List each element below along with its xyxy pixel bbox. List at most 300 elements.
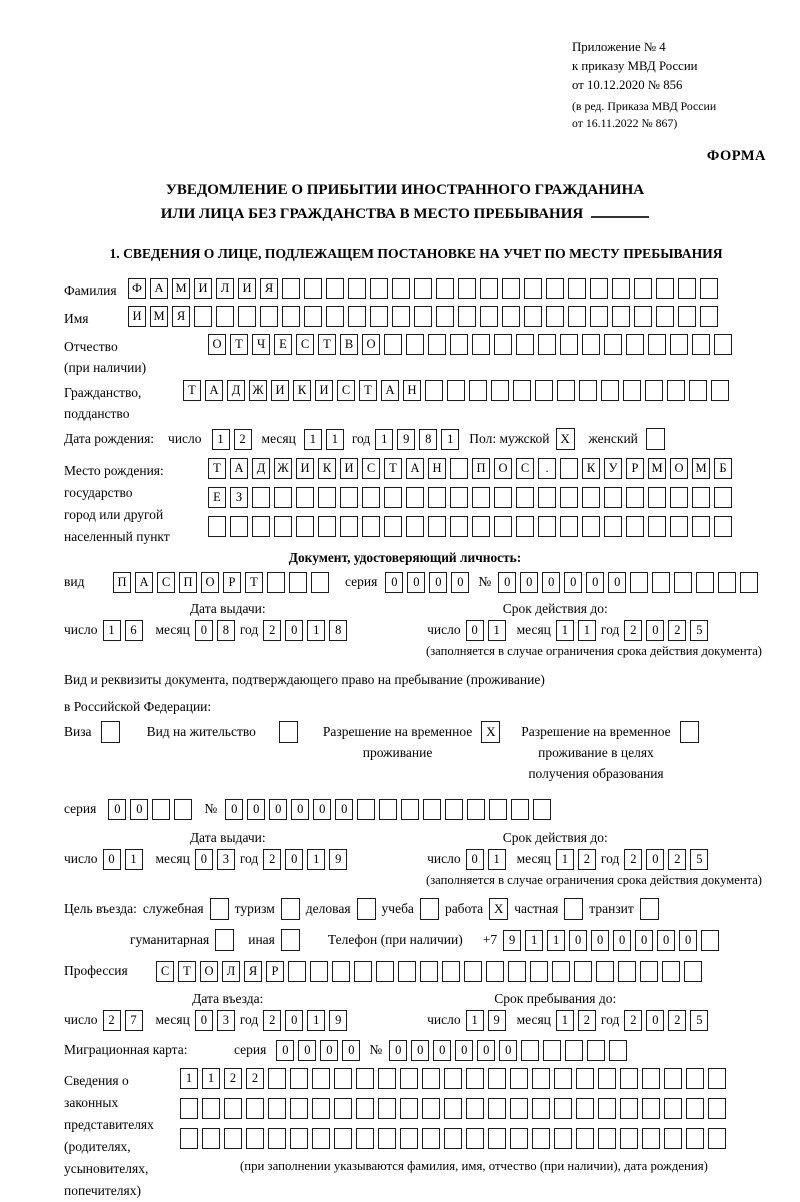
char-cell[interactable]: [274, 487, 292, 508]
char-cell[interactable]: [554, 1128, 572, 1149]
purpose-study-checkbox[interactable]: [420, 898, 439, 920]
char-cell[interactable]: М: [648, 458, 666, 479]
char-cell[interactable]: [686, 1098, 704, 1119]
char-cell[interactable]: [560, 516, 578, 537]
char-cell[interactable]: Я: [260, 278, 278, 299]
char-cell[interactable]: [524, 306, 542, 327]
char-cell[interactable]: 0: [679, 930, 697, 951]
char-cell[interactable]: [444, 1098, 462, 1119]
char-cell[interactable]: [442, 961, 460, 982]
char-cell[interactable]: [714, 487, 732, 508]
char-cell[interactable]: 0: [389, 1040, 407, 1061]
char-cell[interactable]: [714, 516, 732, 537]
char-cell[interactable]: Л: [216, 278, 234, 299]
char-cell[interactable]: 0: [591, 930, 609, 951]
char-cell[interactable]: [450, 334, 468, 355]
char-cell[interactable]: [684, 961, 702, 982]
char-cell[interactable]: [356, 1128, 374, 1149]
residence-permit-checkbox[interactable]: [279, 721, 298, 743]
char-cell[interactable]: [488, 1068, 506, 1089]
char-cell[interactable]: [340, 487, 358, 508]
char-cell[interactable]: П: [472, 458, 490, 479]
char-cell[interactable]: [620, 1068, 638, 1089]
char-cell[interactable]: 0: [285, 1010, 303, 1031]
char-cell[interactable]: 2: [578, 849, 596, 870]
char-cell[interactable]: О: [208, 334, 226, 355]
char-cell[interactable]: Б: [714, 458, 732, 479]
char-cell[interactable]: [686, 1068, 704, 1089]
char-cell[interactable]: 2: [668, 1010, 686, 1031]
char-cell[interactable]: Т: [359, 380, 377, 401]
char-cell[interactable]: 1: [488, 849, 506, 870]
char-cell[interactable]: [357, 799, 375, 820]
char-cell[interactable]: 0: [411, 1040, 429, 1061]
char-cell[interactable]: [598, 1068, 616, 1089]
char-cell[interactable]: Д: [227, 380, 245, 401]
char-cell[interactable]: [513, 380, 531, 401]
char-cell[interactable]: 2: [668, 849, 686, 870]
char-cell[interactable]: Д: [252, 458, 270, 479]
char-cell[interactable]: 0: [466, 620, 484, 641]
char-cell[interactable]: [486, 961, 504, 982]
char-cell[interactable]: [425, 380, 443, 401]
char-cell[interactable]: 0: [195, 849, 213, 870]
char-cell[interactable]: [268, 1128, 286, 1149]
char-cell[interactable]: [708, 1098, 726, 1119]
char-cell[interactable]: Т: [208, 458, 226, 479]
char-cell[interactable]: [670, 334, 688, 355]
char-cell[interactable]: [326, 278, 344, 299]
char-cell[interactable]: 1: [307, 1010, 325, 1031]
char-cell[interactable]: П: [179, 572, 197, 593]
char-cell[interactable]: [508, 961, 526, 982]
char-cell[interactable]: 9: [397, 429, 415, 450]
char-cell[interactable]: 1: [375, 429, 393, 450]
char-cell[interactable]: [378, 1098, 396, 1119]
char-cell[interactable]: А: [230, 458, 248, 479]
char-cell[interactable]: [568, 278, 586, 299]
char-cell[interactable]: [510, 1068, 528, 1089]
char-cell[interactable]: И: [340, 458, 358, 479]
char-cell[interactable]: [354, 961, 372, 982]
char-cell[interactable]: [310, 961, 328, 982]
char-cell[interactable]: [604, 487, 622, 508]
char-cell[interactable]: [560, 334, 578, 355]
char-cell[interactable]: И: [296, 458, 314, 479]
char-cell[interactable]: [458, 278, 476, 299]
char-cell[interactable]: [601, 380, 619, 401]
char-cell[interactable]: [370, 306, 388, 327]
char-cell[interactable]: К: [318, 458, 336, 479]
char-cell[interactable]: [656, 306, 674, 327]
char-cell[interactable]: [546, 306, 564, 327]
char-cell[interactable]: [348, 306, 366, 327]
char-cell[interactable]: [334, 1128, 352, 1149]
char-cell[interactable]: [312, 1068, 330, 1089]
char-cell[interactable]: [642, 1128, 660, 1149]
char-cell[interactable]: [180, 1128, 198, 1149]
char-cell[interactable]: [538, 516, 556, 537]
purpose-private-checkbox[interactable]: [564, 898, 583, 920]
char-cell[interactable]: Е: [208, 487, 226, 508]
char-cell[interactable]: С: [516, 458, 534, 479]
char-cell[interactable]: [194, 306, 212, 327]
purpose-work-checkbox[interactable]: X: [489, 898, 508, 920]
char-cell[interactable]: 3: [217, 1010, 235, 1031]
char-cell[interactable]: [590, 306, 608, 327]
char-cell[interactable]: [574, 961, 592, 982]
char-cell[interactable]: [246, 1098, 264, 1119]
char-cell[interactable]: [466, 1128, 484, 1149]
char-cell[interactable]: 5: [690, 1010, 708, 1031]
char-cell[interactable]: [356, 1068, 374, 1089]
char-cell[interactable]: 0: [407, 572, 425, 593]
char-cell[interactable]: 0: [103, 849, 121, 870]
char-cell[interactable]: [678, 278, 696, 299]
char-cell[interactable]: [664, 1128, 682, 1149]
char-cell[interactable]: [414, 278, 432, 299]
char-cell[interactable]: 1: [307, 620, 325, 641]
char-cell[interactable]: [502, 278, 520, 299]
char-cell[interactable]: [609, 1040, 627, 1061]
char-cell[interactable]: [604, 516, 622, 537]
char-cell[interactable]: [224, 1098, 242, 1119]
char-cell[interactable]: [384, 487, 402, 508]
char-cell[interactable]: Л: [222, 961, 240, 982]
char-cell[interactable]: [469, 380, 487, 401]
char-cell[interactable]: [535, 380, 553, 401]
char-cell[interactable]: [376, 961, 394, 982]
char-cell[interactable]: Т: [245, 572, 263, 593]
char-cell[interactable]: [598, 1128, 616, 1149]
char-cell[interactable]: [392, 306, 410, 327]
char-cell[interactable]: [422, 1128, 440, 1149]
char-cell[interactable]: К: [293, 380, 311, 401]
char-cell[interactable]: [356, 1098, 374, 1119]
purpose-official-checkbox[interactable]: [210, 898, 229, 920]
char-cell[interactable]: С: [337, 380, 355, 401]
char-cell[interactable]: [274, 516, 292, 537]
char-cell[interactable]: [334, 1098, 352, 1119]
char-cell[interactable]: [467, 799, 485, 820]
char-cell[interactable]: 0: [225, 799, 243, 820]
char-cell[interactable]: 0: [298, 1040, 316, 1061]
char-cell[interactable]: [444, 1068, 462, 1089]
char-cell[interactable]: [511, 799, 529, 820]
char-cell[interactable]: 5: [690, 620, 708, 641]
char-cell[interactable]: 1: [556, 620, 574, 641]
char-cell[interactable]: [516, 334, 534, 355]
char-cell[interactable]: [510, 1098, 528, 1119]
char-cell[interactable]: [538, 334, 556, 355]
char-cell[interactable]: 8: [419, 429, 437, 450]
char-cell[interactable]: 0: [613, 930, 631, 951]
char-cell[interactable]: [533, 799, 551, 820]
char-cell[interactable]: [708, 1068, 726, 1089]
char-cell[interactable]: М: [692, 458, 710, 479]
char-cell[interactable]: 1: [180, 1068, 198, 1089]
char-cell[interactable]: 2: [246, 1068, 264, 1089]
char-cell[interactable]: Т: [230, 334, 248, 355]
char-cell[interactable]: О: [201, 572, 219, 593]
char-cell[interactable]: [436, 306, 454, 327]
purpose-tourism-checkbox[interactable]: [281, 898, 300, 920]
char-cell[interactable]: С: [157, 572, 175, 593]
char-cell[interactable]: О: [494, 458, 512, 479]
char-cell[interactable]: 1: [488, 620, 506, 641]
char-cell[interactable]: [656, 278, 674, 299]
char-cell[interactable]: [444, 1128, 462, 1149]
char-cell[interactable]: [689, 380, 707, 401]
char-cell[interactable]: [230, 516, 248, 537]
char-cell[interactable]: И: [194, 278, 212, 299]
char-cell[interactable]: Ф: [128, 278, 146, 299]
char-cell[interactable]: 0: [247, 799, 265, 820]
char-cell[interactable]: [398, 961, 416, 982]
edu-permit-checkbox[interactable]: [680, 721, 699, 743]
char-cell[interactable]: [494, 334, 512, 355]
char-cell[interactable]: Т: [178, 961, 196, 982]
char-cell[interactable]: [543, 1040, 561, 1061]
char-cell[interactable]: [282, 278, 300, 299]
char-cell[interactable]: [648, 487, 666, 508]
char-cell[interactable]: [557, 380, 575, 401]
char-cell[interactable]: [532, 1068, 550, 1089]
char-cell[interactable]: [296, 487, 314, 508]
char-cell[interactable]: [598, 1098, 616, 1119]
char-cell[interactable]: [642, 1098, 660, 1119]
char-cell[interactable]: [472, 334, 490, 355]
char-cell[interactable]: [488, 1098, 506, 1119]
char-cell[interactable]: Т: [318, 334, 336, 355]
char-cell[interactable]: [612, 278, 630, 299]
char-cell[interactable]: [648, 516, 666, 537]
char-cell[interactable]: [216, 306, 234, 327]
purpose-transit-checkbox[interactable]: [640, 898, 659, 920]
char-cell[interactable]: [696, 572, 714, 593]
char-cell[interactable]: [674, 572, 692, 593]
char-cell[interactable]: [692, 487, 710, 508]
char-cell[interactable]: [516, 516, 534, 537]
char-cell[interactable]: 5: [690, 849, 708, 870]
char-cell[interactable]: .: [538, 458, 556, 479]
char-cell[interactable]: [378, 1068, 396, 1089]
char-cell[interactable]: [701, 930, 719, 951]
char-cell[interactable]: [246, 1128, 264, 1149]
char-cell[interactable]: [384, 516, 402, 537]
char-cell[interactable]: [623, 380, 641, 401]
char-cell[interactable]: А: [150, 278, 168, 299]
char-cell[interactable]: 2: [624, 1010, 642, 1031]
char-cell[interactable]: 0: [285, 849, 303, 870]
char-cell[interactable]: 2: [224, 1068, 242, 1089]
char-cell[interactable]: [568, 306, 586, 327]
char-cell[interactable]: [282, 306, 300, 327]
char-cell[interactable]: [652, 572, 670, 593]
char-cell[interactable]: [296, 516, 314, 537]
visa-checkbox[interactable]: [101, 721, 120, 743]
char-cell[interactable]: 9: [503, 930, 521, 951]
char-cell[interactable]: [521, 1040, 539, 1061]
char-cell[interactable]: [202, 1128, 220, 1149]
char-cell[interactable]: 2: [263, 620, 281, 641]
char-cell[interactable]: 0: [608, 572, 626, 593]
char-cell[interactable]: 2: [624, 849, 642, 870]
char-cell[interactable]: [304, 306, 322, 327]
char-cell[interactable]: Р: [626, 458, 644, 479]
char-cell[interactable]: 1: [547, 930, 565, 951]
sex-female-checkbox[interactable]: [646, 428, 665, 450]
char-cell[interactable]: [252, 516, 270, 537]
char-cell[interactable]: 2: [263, 1010, 281, 1031]
char-cell[interactable]: Я: [172, 306, 190, 327]
char-cell[interactable]: О: [362, 334, 380, 355]
char-cell[interactable]: [370, 278, 388, 299]
char-cell[interactable]: М: [150, 306, 168, 327]
char-cell[interactable]: [488, 1128, 506, 1149]
char-cell[interactable]: 0: [657, 930, 675, 951]
char-cell[interactable]: [304, 278, 322, 299]
char-cell[interactable]: [554, 1068, 572, 1089]
char-cell[interactable]: [582, 516, 600, 537]
purpose-business-checkbox[interactable]: [357, 898, 376, 920]
char-cell[interactable]: И: [315, 380, 333, 401]
char-cell[interactable]: [692, 516, 710, 537]
char-cell[interactable]: [392, 278, 410, 299]
char-cell[interactable]: [494, 487, 512, 508]
char-cell[interactable]: [587, 1040, 605, 1061]
temp-permit-checkbox[interactable]: X: [481, 721, 500, 743]
char-cell[interactable]: [546, 278, 564, 299]
char-cell[interactable]: 7: [125, 1010, 143, 1031]
char-cell[interactable]: [565, 1040, 583, 1061]
char-cell[interactable]: [267, 572, 285, 593]
char-cell[interactable]: 0: [108, 799, 126, 820]
char-cell[interactable]: [576, 1098, 594, 1119]
char-cell[interactable]: [626, 334, 644, 355]
char-cell[interactable]: [406, 516, 424, 537]
char-cell[interactable]: 1: [525, 930, 543, 951]
char-cell[interactable]: 0: [429, 572, 447, 593]
char-cell[interactable]: 3: [217, 849, 235, 870]
char-cell[interactable]: А: [135, 572, 153, 593]
char-cell[interactable]: 0: [586, 572, 604, 593]
char-cell[interactable]: 6: [125, 620, 143, 641]
char-cell[interactable]: [326, 306, 344, 327]
char-cell[interactable]: [700, 306, 718, 327]
char-cell[interactable]: [502, 306, 520, 327]
char-cell[interactable]: И: [238, 278, 256, 299]
char-cell[interactable]: [384, 334, 402, 355]
char-cell[interactable]: [174, 799, 192, 820]
char-cell[interactable]: [667, 380, 685, 401]
char-cell[interactable]: [290, 1098, 308, 1119]
char-cell[interactable]: [378, 1128, 396, 1149]
char-cell[interactable]: [379, 799, 397, 820]
char-cell[interactable]: [630, 572, 648, 593]
char-cell[interactable]: 9: [329, 1010, 347, 1031]
char-cell[interactable]: [447, 380, 465, 401]
char-cell[interactable]: А: [205, 380, 223, 401]
char-cell[interactable]: [576, 1068, 594, 1089]
char-cell[interactable]: [711, 380, 729, 401]
char-cell[interactable]: [480, 278, 498, 299]
char-cell[interactable]: Р: [223, 572, 241, 593]
char-cell[interactable]: И: [271, 380, 289, 401]
char-cell[interactable]: [700, 278, 718, 299]
char-cell[interactable]: [312, 1128, 330, 1149]
char-cell[interactable]: О: [200, 961, 218, 982]
char-cell[interactable]: [480, 306, 498, 327]
char-cell[interactable]: [406, 334, 424, 355]
sex-male-checkbox[interactable]: X: [556, 428, 575, 450]
char-cell[interactable]: 0: [291, 799, 309, 820]
char-cell[interactable]: [445, 799, 463, 820]
char-cell[interactable]: [238, 306, 256, 327]
char-cell[interactable]: 0: [313, 799, 331, 820]
char-cell[interactable]: [718, 572, 736, 593]
char-cell[interactable]: К: [582, 458, 600, 479]
char-cell[interactable]: [450, 487, 468, 508]
char-cell[interactable]: [458, 306, 476, 327]
char-cell[interactable]: 0: [499, 1040, 517, 1061]
char-cell[interactable]: [208, 516, 226, 537]
char-cell[interactable]: [224, 1128, 242, 1149]
char-cell[interactable]: 8: [217, 620, 235, 641]
char-cell[interactable]: [450, 516, 468, 537]
char-cell[interactable]: [560, 487, 578, 508]
char-cell[interactable]: 9: [488, 1010, 506, 1031]
char-cell[interactable]: А: [406, 458, 424, 479]
char-cell[interactable]: [422, 1068, 440, 1089]
char-cell[interactable]: [692, 334, 710, 355]
char-cell[interactable]: [362, 516, 380, 537]
char-cell[interactable]: [422, 1098, 440, 1119]
char-cell[interactable]: 1: [466, 1010, 484, 1031]
char-cell[interactable]: Ч: [252, 334, 270, 355]
char-cell[interactable]: [472, 516, 490, 537]
char-cell[interactable]: [318, 516, 336, 537]
char-cell[interactable]: С: [362, 458, 380, 479]
char-cell[interactable]: 1: [307, 849, 325, 870]
char-cell[interactable]: [530, 961, 548, 982]
char-cell[interactable]: 0: [646, 849, 664, 870]
char-cell[interactable]: 0: [520, 572, 538, 593]
char-cell[interactable]: [436, 278, 454, 299]
char-cell[interactable]: 0: [646, 620, 664, 641]
char-cell[interactable]: Н: [403, 380, 421, 401]
char-cell[interactable]: 0: [646, 1010, 664, 1031]
char-cell[interactable]: Я: [244, 961, 262, 982]
char-cell[interactable]: [466, 1098, 484, 1119]
char-cell[interactable]: [428, 334, 446, 355]
char-cell[interactable]: [524, 278, 542, 299]
purpose-humanitarian-checkbox[interactable]: [215, 929, 234, 951]
char-cell[interactable]: 0: [385, 572, 403, 593]
char-cell[interactable]: [626, 516, 644, 537]
char-cell[interactable]: 2: [624, 620, 642, 641]
char-cell[interactable]: [348, 278, 366, 299]
char-cell[interactable]: У: [604, 458, 622, 479]
char-cell[interactable]: [332, 961, 350, 982]
char-cell[interactable]: [634, 306, 652, 327]
char-cell[interactable]: 1: [125, 849, 143, 870]
char-cell[interactable]: [590, 278, 608, 299]
char-cell[interactable]: [290, 1128, 308, 1149]
char-cell[interactable]: [642, 1068, 660, 1089]
char-cell[interactable]: [579, 380, 597, 401]
char-cell[interactable]: 1: [578, 620, 596, 641]
